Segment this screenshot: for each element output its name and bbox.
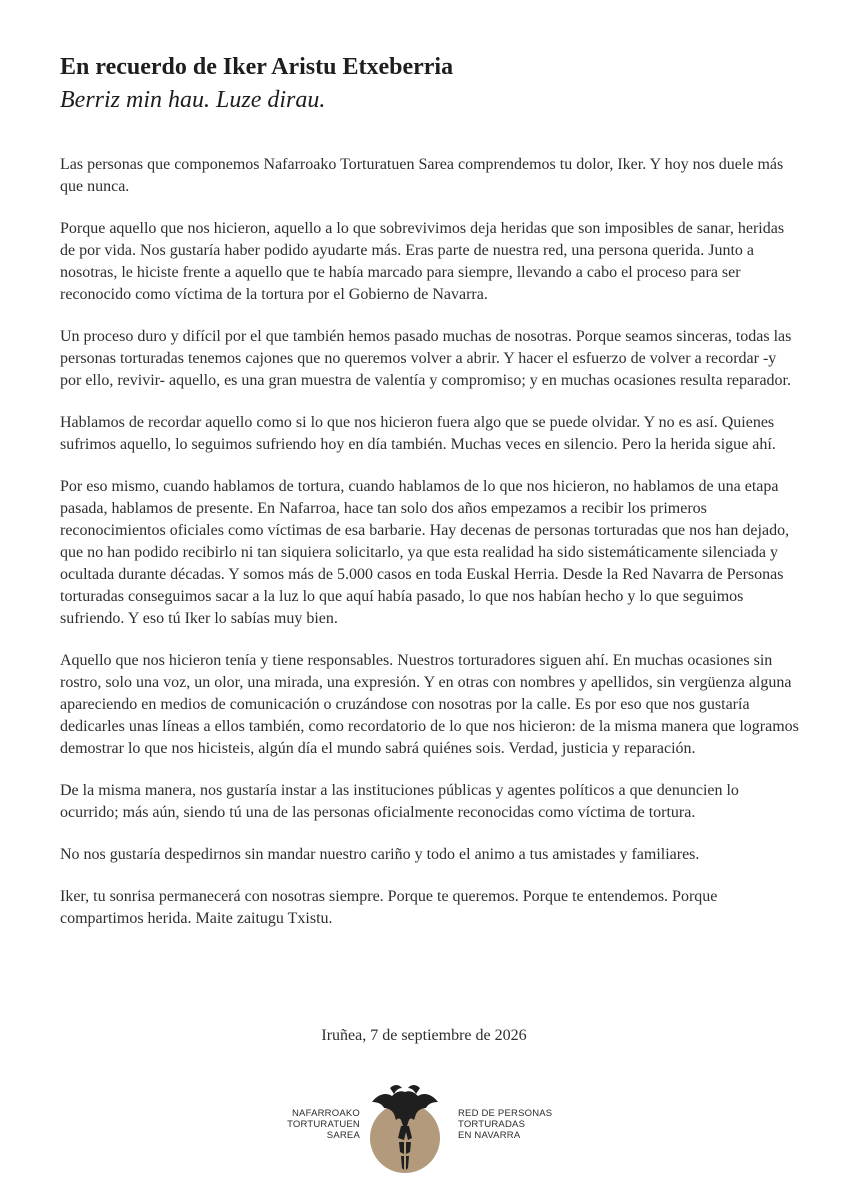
page-subtitle: Berriz min hau. Luze dirau. <box>60 87 326 113</box>
letter-date: Iruñea, 7 de septiembre de 2026 <box>321 1027 527 1044</box>
bird-figure-logo-icon <box>366 1080 444 1178</box>
org-name-line: TORTURADAS <box>458 1119 526 1130</box>
org-name-line: TORTURATUEN <box>287 1119 360 1130</box>
footer <box>0 1078 848 1178</box>
letter-body <box>60 154 800 930</box>
paragraph: De la misma manera, nos gustaría instar a las instituciones públicas y agentes políticos a que denuncien lo ocurrido; más aún, siendo tú una de las personas oficialmente reconocidas como víctima de tortura. <box>60 782 739 821</box>
paragraph: Las personas que componemos Nafarroako Torturatuen Sarea comprendemos tu dolor, Iker. Y hoy nos duele más que nunca. <box>60 156 784 195</box>
org-name-basque <box>287 1108 360 1141</box>
paragraph: Hablamos de recordar aquello como si lo que nos hicieron fuera algo que se puede olvidar. Y no es así. Quienes sufrimos aquello, lo seguimos sufriendo hoy en día también. Muchas veces en silencio. Pero la herida sigue ahí. <box>60 414 776 453</box>
paragraph: Por eso mismo, cuando hablamos de tortura, cuando hablamos de lo que nos hicieron, no hablamos de una etapa pasada, hablamos de presente. En Nafarroa, hace tan solo dos años empezamos a recibir los primeros reconocimientos oficiales como víctimas de esa barbarie. Hay decenas de personas torturadas que nos han dejado, que no han podido recibirlo ni tan siquiera solicitarlo, ya que esta realidad ha sido sistemáticamente silenciada y ocultada durante décadas. Y somos más de 5.000 casos en toda Euskal Herria. Desde la Red Navarra de Personas torturadas conseguimos sacar a la luz lo que aquí había pasado, lo que nos habían hecho y lo que seguimos sufriendo. Y eso tú Iker lo sabías muy bien. <box>60 478 790 627</box>
paragraph: No nos gustaría despedirnos sin mandar nuestro cariño y todo el animo a tus amistades y familiares. <box>60 846 700 863</box>
org-name-line: NAFARROAKO <box>292 1108 360 1119</box>
paragraph: Un proceso duro y difícil por el que también hemos pasado muchas de nosotras. Porque seamos sinceras, todas las personas torturadas tenemos cajones que no queremos volver a abrir. Y hacer el esfuerzo de volver a recordar -y por ello, revivir- aquello, es una gran muestra de valentía y compromiso; y en muchas ocasiones resulta reparador. <box>60 328 792 389</box>
org-name-line: RED DE PERSONAS <box>458 1108 553 1119</box>
paragraph: Aquello que nos hicieron tenía y tiene responsables. Nuestros torturadores siguen ahí. En muchas ocasiones sin rostro, solo una voz, un olor, una mirada, una expresión. Y en otras con nombres y apellidos, sin vergüenza alguna apareciendo en medios de comunicación o cruzándose con nosotras por la calle. Es por eso que nos gustaría dedicarles unas líneas a ellos también, como recordatorio de lo que nos hicieron: de la misma manera que logramos demostrar lo que nos hicisteis, algún día el mundo sabrá quiénes sois. Verdad, justicia y reparación. <box>60 652 799 757</box>
org-name-line: SAREA <box>326 1130 360 1141</box>
org-name-spanish <box>458 1108 552 1141</box>
paragraph: Iker, tu sonrisa permanecerá con nosotras siempre. Porque te queremos. Porque te entendemos. Porque compartimos herida. Maite zaitugu Txistu. <box>60 888 718 927</box>
paragraph: Porque aquello que nos hicieron, aquello a lo que sobrevivimos deja heridas que son imposibles de sanar, heridas de por vida. Nos gustaría haber podido ayudarte más. Eras parte de nuestra red, una persona querida. Junto a nosotras, le hiciste frente a aquello que te había marcado para siempre, llevando a cabo el proceso para ser reconocido como víctima de la tortura por el Gobierno de Navarra. <box>60 220 785 303</box>
page-title: En recuerdo de Iker Aristu Etxeberria <box>60 54 454 80</box>
letter <box>60 52 800 950</box>
org-name-line: EN NAVARRA <box>458 1130 521 1141</box>
